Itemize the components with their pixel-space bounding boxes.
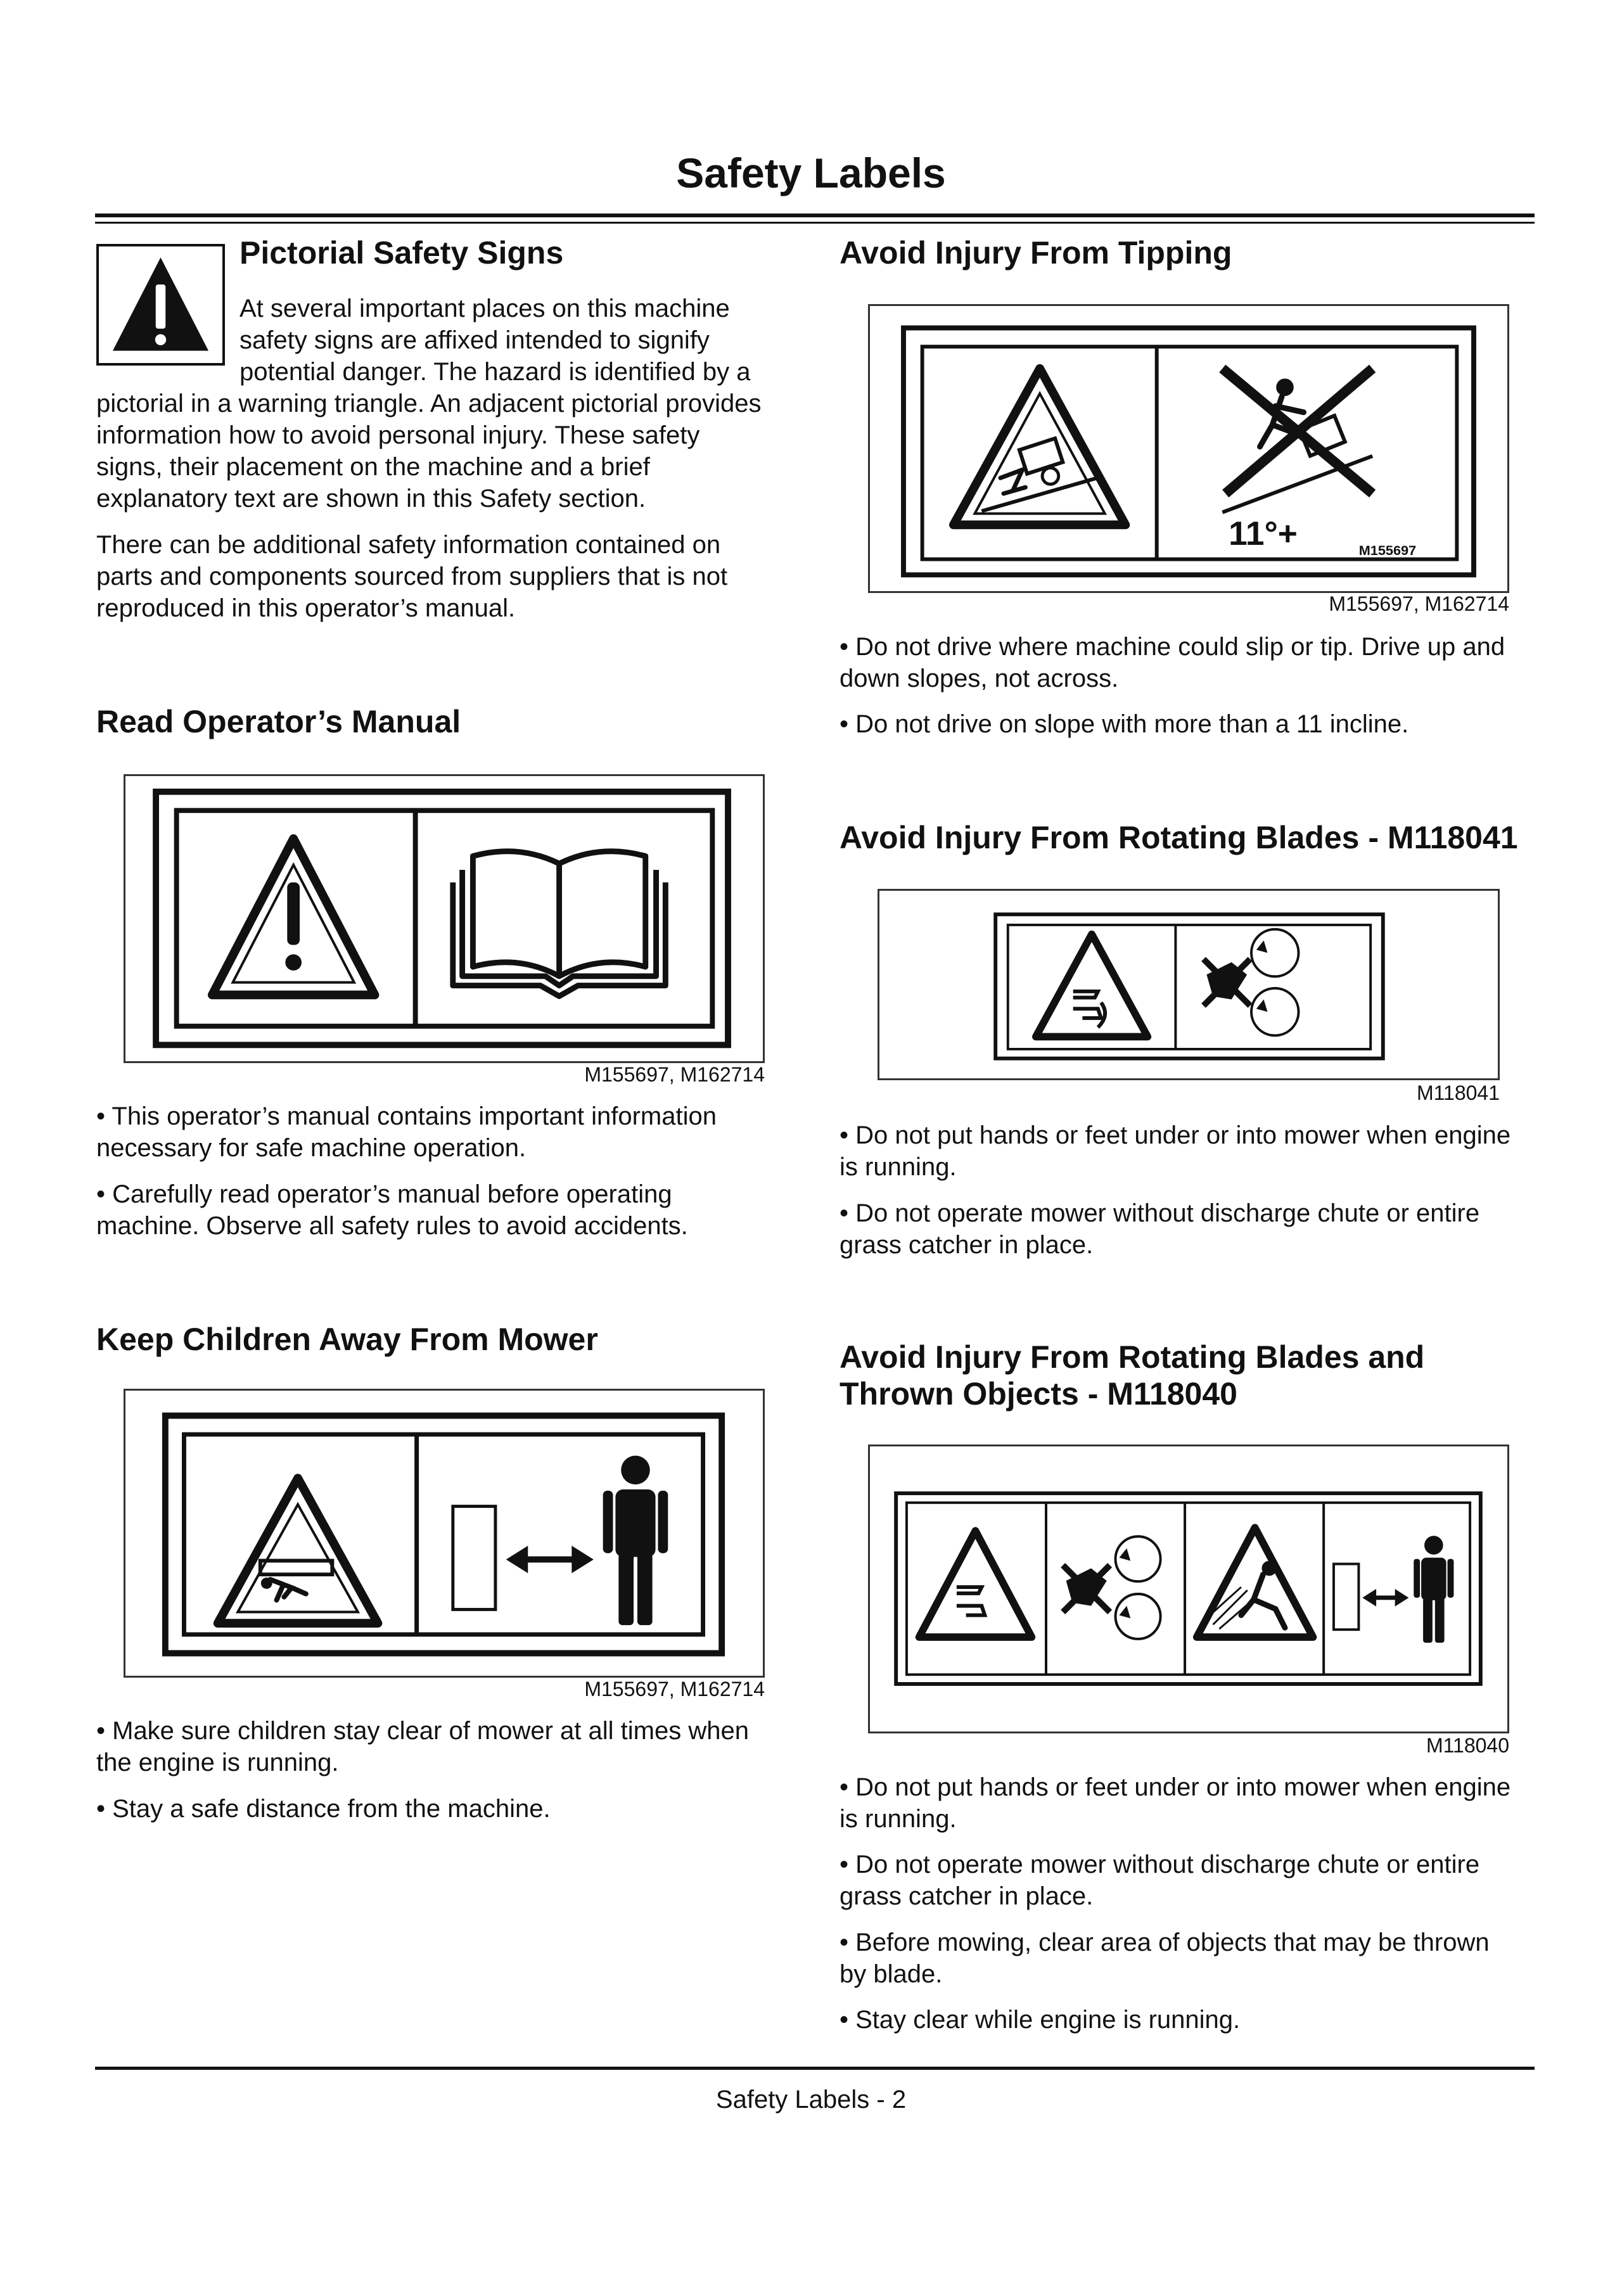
thrown-bullet-3-line-1: • Before mowing, clear area of objects that may be thrown [840, 1929, 1490, 1956]
children-bullet-2-line-1: • Stay a safe distance from the machine. [96, 1795, 551, 1823]
title-rule-thick [95, 214, 1535, 217]
read-manual-bullet-1-line-1: • This operator’s manual contains important information [96, 1102, 717, 1130]
tipping-label-art [870, 306, 1507, 591]
blades-bullet-1-line-2: is running. [840, 1153, 957, 1181]
pictorial-line-1: At several important places on this machine [239, 295, 730, 322]
pictorial-line-5: information how to avoid personal injury. These safety [96, 421, 700, 449]
pictorial-line-3: potential danger. The hazard is identified by a [239, 358, 751, 386]
thrown-heading-line-2: Thrown Objects - M118040 [840, 1376, 1237, 1412]
read-manual-caption: M155697, M162714 [584, 1063, 765, 1086]
read-manual-bullet-2-line-2: machine. Observe all safety rules to avoid accidents. [96, 1212, 688, 1240]
blades-label-art [879, 891, 1498, 1078]
children-heading: Keep Children Away From Mower [96, 1322, 598, 1357]
tipping-bullet-2-line-1: • Do not drive on slope with more than a 11 incline. [840, 710, 1409, 738]
tipping-label-code: M155697 [1358, 542, 1417, 558]
tipping-label-figure [868, 304, 1509, 593]
read-manual-bullet-1-line-2: necessary for safe machine operation. [96, 1134, 527, 1162]
rotating-blade-no-hand-icon [1063, 1536, 1161, 1639]
exclamation-triangle-icon [212, 839, 375, 995]
pictorial-para2-line-3: reproduced in this operator’s manual. [96, 594, 516, 622]
tipping-caption: M155697, M162714 [1329, 592, 1509, 615]
tipping-bullet-1-line-2: down slopes, not across. [840, 665, 1119, 692]
thrown-caption: M118040 [1426, 1734, 1509, 1757]
pictorial-line-6: signs, their placement on the machine and a brief [96, 453, 650, 481]
hand-foot-hazard-triangle-icon [919, 1531, 1032, 1637]
open-book-icon [453, 851, 666, 997]
thrown-label-art [870, 1446, 1507, 1732]
thrown-bullet-4-line-1: • Stay clear while engine is running. [840, 2006, 1241, 2034]
pictorial-heading: Pictorial Safety Signs [239, 235, 564, 271]
title-rule-thin [95, 222, 1535, 224]
tipping-heading: Avoid Injury From Tipping [840, 235, 1232, 271]
hand-foot-hazard-triangle-icon [1036, 934, 1147, 1037]
pictorial-para2-line-2: parts and components sourced from suppliers that is not [96, 563, 728, 590]
thrown-bullet-2-line-2: grass catcher in place. [840, 1882, 1094, 1910]
thrown-bullet-1-line-1: • Do not put hands or feet under or into mower when engine [840, 1773, 1511, 1801]
read-manual-heading: Read Operator’s Manual [96, 704, 461, 739]
pictorial-para2-line-1: There can be additional safety information contained on [96, 531, 721, 559]
blades-caption: M118041 [1416, 1081, 1500, 1104]
thrown-label-figure [868, 1445, 1509, 1733]
children-caption: M155697, M162714 [584, 1678, 765, 1700]
blades-bullet-2-line-2: grass catcher in place. [840, 1231, 1094, 1259]
thrown-bullet-2-line-1: • Do not operate mower without discharge chute or entire [840, 1851, 1480, 1878]
blades-heading: Avoid Injury From Rotating Blades - M118041 [840, 820, 1518, 855]
read-manual-label-art [125, 776, 763, 1061]
children-label-art [125, 1391, 763, 1676]
tipping-angle-text: 11°+ [1229, 514, 1298, 552]
rotating-blade-no-hand-icon [1204, 929, 1299, 1036]
footer-rule [95, 2067, 1535, 2070]
stay-away-distance-icon [453, 1456, 668, 1625]
blades-label-figure [878, 889, 1500, 1080]
children-bullet-1-line-1: • Make sure children stay clear of mower at all times when [96, 1717, 749, 1745]
tipping-tractor-triangle-icon [954, 369, 1125, 525]
pictorial-line-2: safety signs are affixed intended to signify [239, 326, 710, 354]
warning-triangle-icon [99, 246, 222, 363]
read-manual-label-figure [124, 774, 765, 1063]
page-footer: Safety Labels - 2 [715, 2086, 907, 2114]
general-warning-icon-box [96, 244, 225, 366]
page-title: Safety Labels [676, 150, 946, 196]
thrown-bullet-1-line-2: is running. [840, 1805, 957, 1833]
no-side-slope-driving-icon [1222, 369, 1372, 513]
blades-bullet-2-line-1: • Do not operate mower without discharge chute or entire [840, 1199, 1480, 1227]
read-manual-bullet-2-line-1: • Carefully read operator’s manual before operating [96, 1180, 672, 1208]
children-bullet-1-line-2: the engine is running. [96, 1749, 339, 1776]
child-under-mower-triangle-icon [218, 1478, 378, 1623]
thrown-objects-triangle-icon [1197, 1527, 1313, 1637]
thrown-bullet-3-line-2: by blade. [840, 1960, 943, 1988]
pictorial-line-7: explanatory text are shown in this Safety section. [96, 485, 646, 513]
stay-away-distance-icon [1334, 1536, 1453, 1643]
tipping-bullet-1-line-1: • Do not drive where machine could slip or tip. Drive up and [840, 633, 1505, 661]
pictorial-line-4: pictorial in a warning triangle. An adjacent pictorial provides [96, 390, 762, 418]
children-label-figure [124, 1389, 765, 1678]
blades-bullet-1-line-1: • Do not put hands or feet under or into mower when engine [840, 1121, 1511, 1149]
thrown-heading-line-1: Avoid Injury From Rotating Blades and [840, 1339, 1425, 1375]
